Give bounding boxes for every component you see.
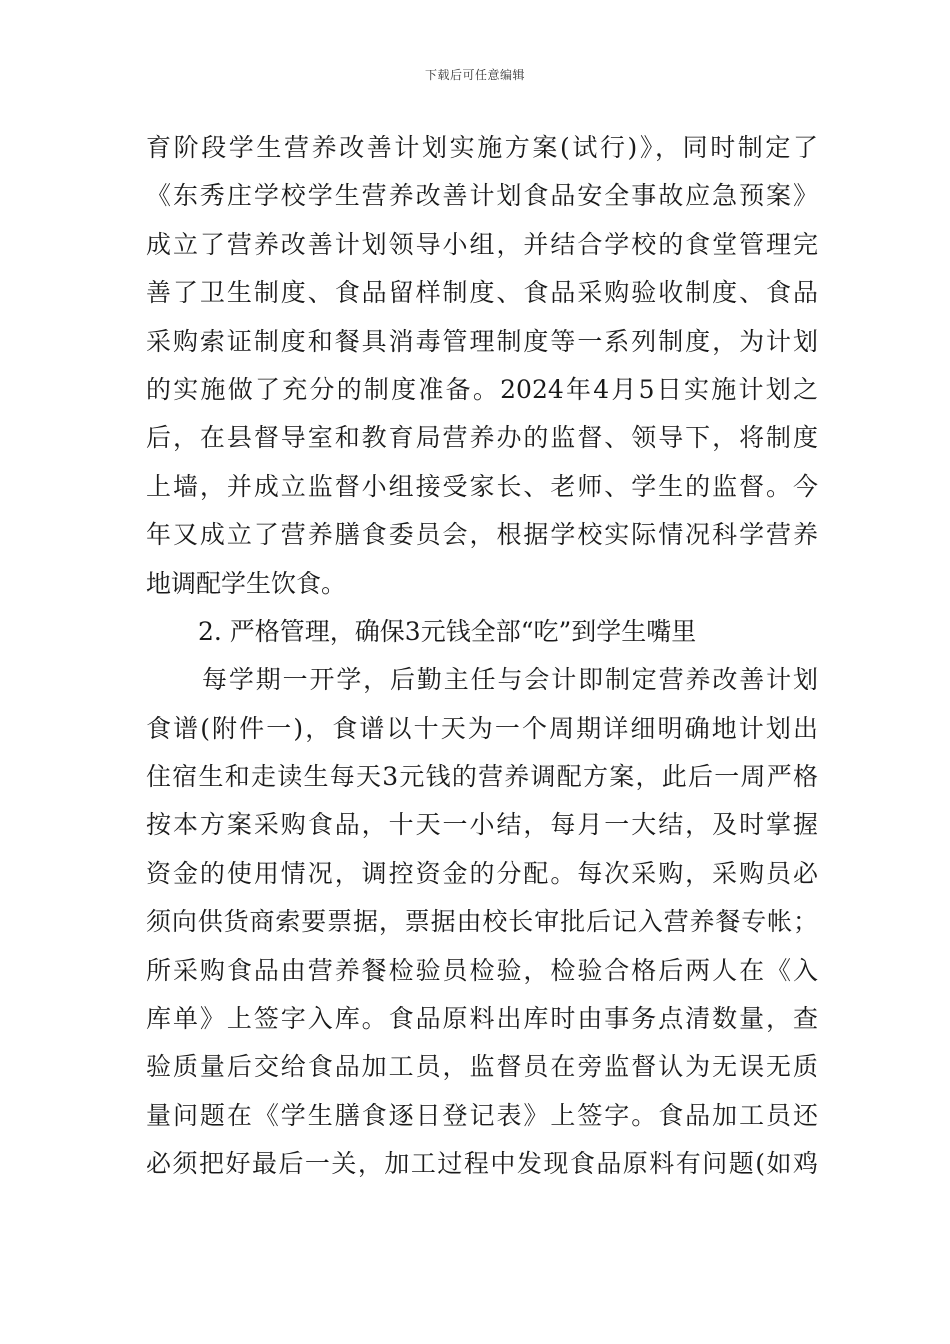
text-line: 所采购食品由营养餐检验员检验，检验合格后两人在《入 (146, 955, 818, 985)
text-line: 采购索证制度和餐具消毒管理制度等一系列制度，为计划 (146, 326, 818, 356)
text-line: 必须把好最后一关，加工过程中发现食品原料有问题(如鸡 (146, 1149, 818, 1179)
section-heading: 2. 严格管理，确保3元钱全部“吃”到学生嘴里 (198, 616, 697, 646)
page-header: 下载后可任意编辑 (424, 68, 525, 82)
text-line: 按本方案采购食品，十天一小结，每月一大结，及时掌握 (146, 810, 818, 840)
text-line: 每学期一开学，后勤主任与会计即制定营养改善计划 (202, 665, 818, 695)
text-line: 资金的使用情况，调控资金的分配。每次采购，采购员必 (146, 858, 818, 888)
text-line: 后，在县督导室和教育局营养办的监督、领导下，将制度 (146, 423, 818, 453)
text-line: 上墙，并成立监督小组接受家长、老师、学生的监督。今 (146, 471, 818, 501)
text-line: 年又成立了营养膳食委员会，根据学校实际情况科学营养 (146, 520, 818, 550)
text-line: 善了卫生制度、食品留样制度、食品采购验收制度、食品 (146, 278, 818, 308)
text-line: 地调配学生饮食。 (146, 568, 347, 598)
text-line: 库单》上签字入库。食品原料出库时由事务点清数量，查 (146, 1004, 818, 1034)
text-line: 须向供货商索要票据，票据由校长审批后记入营养餐专帐； (146, 907, 818, 937)
text-line: 的实施做了充分的制度准备。2024年4月5日实施计划之 (146, 374, 818, 404)
text-line: 验质量后交给食品加工员，监督员在旁监督认为无误无质 (146, 1052, 818, 1082)
text-line: 食谱(附件一)，食谱以十天为一个周期详细明确地计划出 (146, 713, 818, 743)
text-line: 住宿生和走读生每天3元钱的营养调配方案，此后一周严格 (146, 762, 818, 792)
text-line: 量问题在《学生膳食逐日登记表》上签字。食品加工员还 (146, 1100, 818, 1130)
text-line: 育阶段学生营养改善计划实施方案(试行)》，同时制定了 (146, 133, 818, 162)
text-line: 成立了营养改善计划领导小组，并结合学校的食堂管理完 (146, 229, 818, 259)
document-body (146, 124, 818, 1189)
text-line: 《东秀庄学校学生营养改善计划食品安全事故应急预案》 (146, 181, 818, 211)
